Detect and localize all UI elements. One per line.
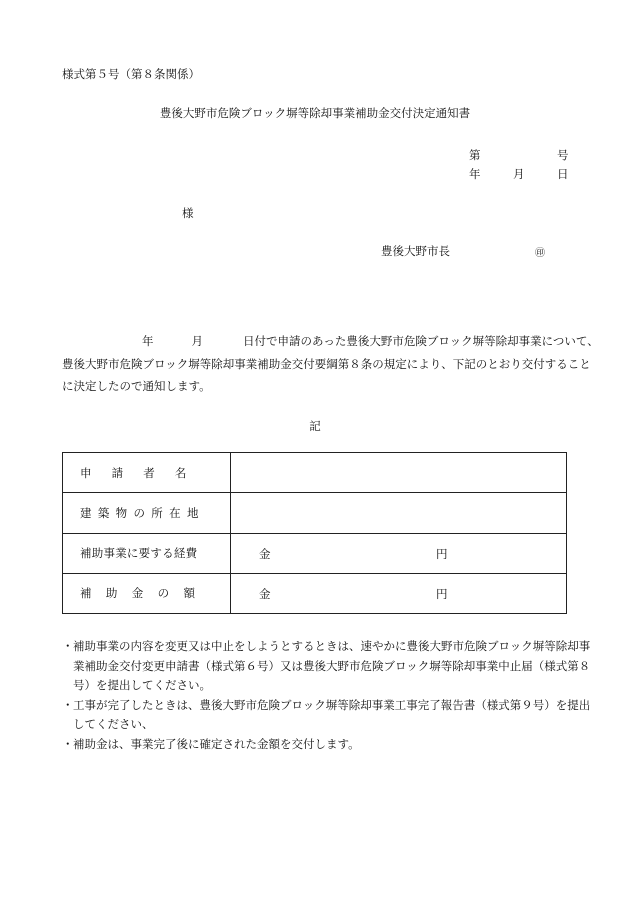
number-dai: 第: [469, 148, 481, 162]
amount-suffix: 円: [436, 586, 448, 601]
label-building-location: 建築物の所在地: [80, 505, 205, 520]
body-line-1: [62, 330, 599, 353]
label-cell: [63, 453, 231, 493]
value-applicant-name[interactable]: [231, 453, 567, 493]
label-cell: [63, 573, 231, 613]
table-row-applicant: [63, 453, 567, 493]
seal-mark: ㊞: [535, 248, 545, 259]
recipient-suffix: 様: [182, 206, 194, 220]
note-item: [62, 735, 570, 755]
label-subsidy-amount: 補助金の額: [80, 586, 210, 601]
body-year: 年: [142, 334, 154, 348]
note-2-line-2: してください、: [73, 717, 154, 731]
value-subsidy-amount[interactable]: [231, 573, 567, 613]
amount-prefix: 金: [259, 586, 271, 601]
note-bullet: ・: [62, 736, 74, 751]
note-1-line-1: 補助事業の内容を変更又は中止をしようとするときは、速やかに豊後大野市危険ブロック塀等除却事: [73, 639, 591, 653]
value-building-location[interactable]: [231, 493, 567, 533]
table-row-cost: [63, 533, 567, 573]
note-item: [62, 637, 591, 696]
date-month: 月: [513, 167, 525, 181]
body-line-2: 豊後大野市危険ブロック塀等除却事業補助金交付要綱第８条の規定により、下記のとおり交付すること: [62, 356, 591, 371]
label-project-cost: 補助事業に要する経費: [80, 546, 198, 561]
note-bullet: ・: [62, 639, 74, 653]
label-cell: [63, 533, 231, 573]
note-bullet: ・: [62, 697, 74, 712]
body-month: 月: [191, 334, 203, 348]
note-item: [62, 696, 591, 735]
amount-suffix: 円: [436, 546, 448, 561]
date-day: 日: [557, 167, 569, 181]
notes: [62, 637, 591, 754]
sender-title: 豊後大野市長: [381, 244, 450, 258]
date-year: 年: [469, 167, 481, 181]
value-project-cost[interactable]: [231, 533, 567, 573]
body-line-3: に決定したので通知します。: [62, 379, 211, 393]
body-line-1-text: 日付で申請のあった豊後大野市危険ブロック塀等除却事業について、: [243, 334, 599, 348]
table-row-location: [63, 493, 567, 533]
body-text: [62, 330, 599, 398]
note-1-line-2: 業補助金交付変更申請書（様式第６号）又は豊後大野市危険ブロック塀等除却事業中止届（様式第８: [73, 658, 591, 673]
note-2-line-1: 工事が完了したときは、豊後大野市危険ブロック塀等除却事業工事完了報告書（様式第９号）を提出: [73, 697, 591, 712]
table-row-subsidy: [63, 573, 567, 613]
document-title: 豊後大野市危険ブロック塀等除却事業補助金交付決定通知書: [159, 106, 471, 120]
number-go: 号: [557, 148, 569, 162]
form-number: 様式第５号（第８条関係）: [62, 67, 200, 81]
amount-prefix: 金: [259, 546, 271, 561]
label-applicant-name: 申請者名: [80, 465, 207, 480]
label-cell: [63, 493, 231, 533]
info-table: [62, 452, 567, 614]
note-1-line-3: 号）を提出してください。: [73, 678, 211, 692]
ki-heading: 記: [309, 419, 321, 433]
note-3-line-1: 補助金は、事業完了後に確定された金額を交付します。: [73, 736, 360, 751]
